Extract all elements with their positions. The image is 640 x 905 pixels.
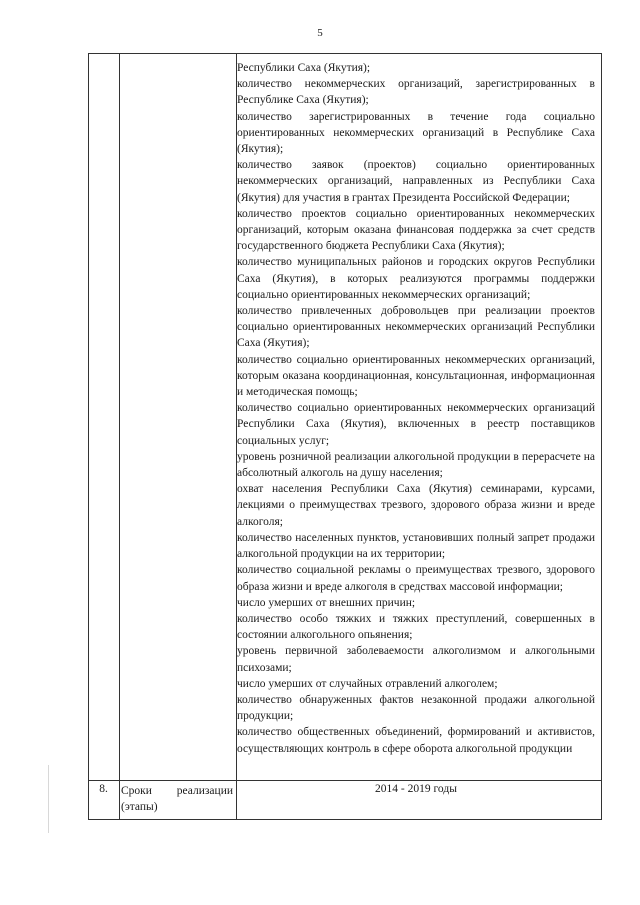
indicators-list — [237, 60, 595, 757]
indicator-item: количество социальной рекламы о преимуществах трезвого, здорового образа жизни и вреде алкоголя в средствах массовой информации; — [237, 564, 595, 593]
indicator-item: количество общественных объединений, формирований и активистов, осуществляющих контроль в сфере оборота алкогольной продукции — [237, 726, 595, 755]
indicator-item: количество некоммерческих организаций, зарегистрированных в Республике Саха (Якутия); — [237, 78, 595, 107]
row-label — [121, 783, 233, 815]
indicator-item: количество социально ориентированных некоммерческих организаций, которым оказана координационная, консультационная, информационная и методическая помощь; — [237, 353, 595, 399]
indicator-item: уровень первичной заболеваемости алкоголизмом и алкогольными психозами; — [237, 645, 595, 674]
indicator-item: число умерших от случайных отравлений алкоголем; — [237, 677, 498, 690]
indicator-item: количество привлеченных добровольцев при реализации проектов социально ориентированных некоммерческих организаций Республики Саха (Якутия); — [237, 305, 595, 350]
row-label-word: (этапы) — [121, 801, 158, 813]
indicator-item: Республики Саха (Якутия); — [237, 62, 371, 74]
indicator-item: количество муниципальных районов и городских округов Республики Саха (Якутия), в которых реализуются программы поддержки социально ориентированных некоммерческих организаций; — [237, 256, 595, 301]
column-divider-number — [119, 54, 120, 819]
indicator-item: число умерших от внешних причин; — [237, 596, 416, 609]
indicator-item: количество населенных пунктов, установивших полный запрет продажи алкогольной продукции на их территории; — [237, 531, 595, 561]
row-value: 2014 - 2019 годы — [375, 783, 457, 795]
row-label-word: реализации — [176, 785, 233, 797]
row-divider — [89, 780, 601, 781]
indicator-item: количество особо тяжких и тяжких преступлений, совершенных в состоянии алкогольного опьянения; — [237, 612, 595, 642]
row-label-word: Сроки — [121, 785, 152, 797]
indicator-item: количество обнаруженных фактов незаконной продажи алкогольной продукции; — [237, 693, 595, 723]
indicator-item: охват населения Республики Саха (Якутия) семинарами, курсами, лекциями о преимуществах трезвого, здорового образа жизни и вреде алкоголя; — [237, 483, 595, 528]
row-number: 8. — [99, 783, 108, 795]
indicator-item: количество заявок (проектов) социально ориентированных некоммерческих организаций, направленных из Республики Саха (Якутия) для участия в грантах Президента Российской Федерации; — [237, 159, 595, 204]
indicator-item: количество проектов социально ориентированных некоммерческих организаций, которым оказана финансовая поддержка за счет средств государственного бюджета Республики Саха (Якутия); — [237, 207, 595, 253]
indicator-item: уровень розничной реализации алкогольной продукции в перерасчете на абсолютный алкоголь на душу населения; — [237, 450, 595, 480]
indicator-item: количество зарегистрированных в течение года социально ориентированных некоммерческих организаций в Республике Саха (Якутия); — [237, 110, 595, 156]
indicator-item: количество социально ориентированных некоммерческих организаций Республики Саха (Якутия), включенных в реестр поставщиков социальных услуг; — [237, 402, 595, 447]
scan-margin-line — [48, 765, 49, 833]
page-number: 5 — [317, 27, 323, 39]
